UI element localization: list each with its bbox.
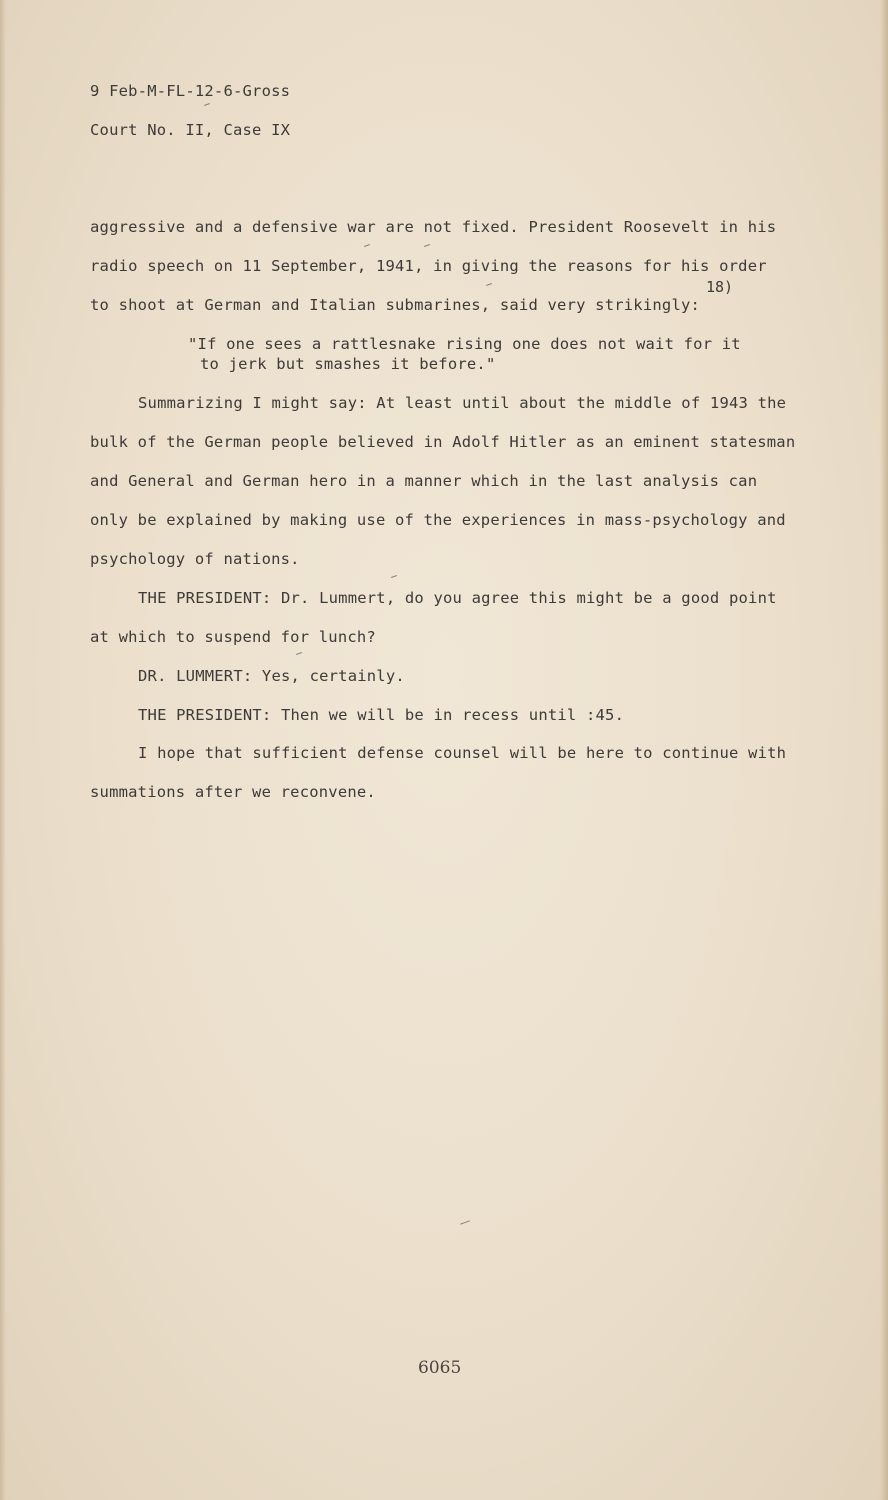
page-number: 6065 [418, 1358, 462, 1378]
body-line: to shoot at German and Italian submarines, said very strikingly: [90, 296, 701, 314]
closing-line: I hope that sufficient defense counsel will be here to continue with [138, 744, 787, 762]
court-case-line: Court No. II, Case IX [90, 121, 291, 139]
stray-mark [424, 244, 430, 247]
body-line: radio speech on 11 September, 1941, in giving the reasons for his order [90, 257, 767, 275]
summary-line: bulk of the German people believed in Adolf Hitler as an eminent statesman [90, 433, 796, 451]
stray-mark [296, 652, 302, 655]
summary-line: only be explained by making use of the experiences in mass-psychology and [90, 511, 786, 529]
page-edge-right [880, 0, 888, 1500]
stray-mark [391, 575, 397, 578]
stray-mark [486, 283, 492, 286]
body-line: aggressive and a defensive war are not fixed. President Roosevelt in his [90, 218, 777, 236]
lummert-reply: DR. LUMMERT: Yes, certainly. [138, 667, 405, 685]
quote-line: to jerk but smashes it before." [200, 355, 496, 373]
stray-mark [364, 244, 370, 247]
president-statement: THE PRESIDENT: Dr. Lummert, do you agree this might be a good point [138, 589, 777, 607]
president-recess: THE PRESIDENT: Then we will be in recess until :45. [138, 706, 625, 724]
summary-line: and General and German hero in a manner which in the last analysis can [90, 472, 758, 490]
page-edge-left [0, 0, 6, 1500]
summary-line: psychology of nations. [90, 550, 300, 568]
president-statement: at which to suspend for lunch? [90, 628, 376, 646]
stray-mark [204, 103, 210, 106]
summary-line: Summarizing I might say: At least until about the middle of 1943 the [138, 394, 787, 412]
stray-mark [460, 1220, 470, 1224]
quote-line: "If one sees a rattlesnake rising one does not wait for it [188, 335, 741, 353]
document-id: 9 Feb-M-FL-12-6-Gross [90, 82, 291, 100]
closing-line: summations after we reconvene. [90, 783, 376, 801]
footnote-reference: 18) [706, 278, 734, 296]
